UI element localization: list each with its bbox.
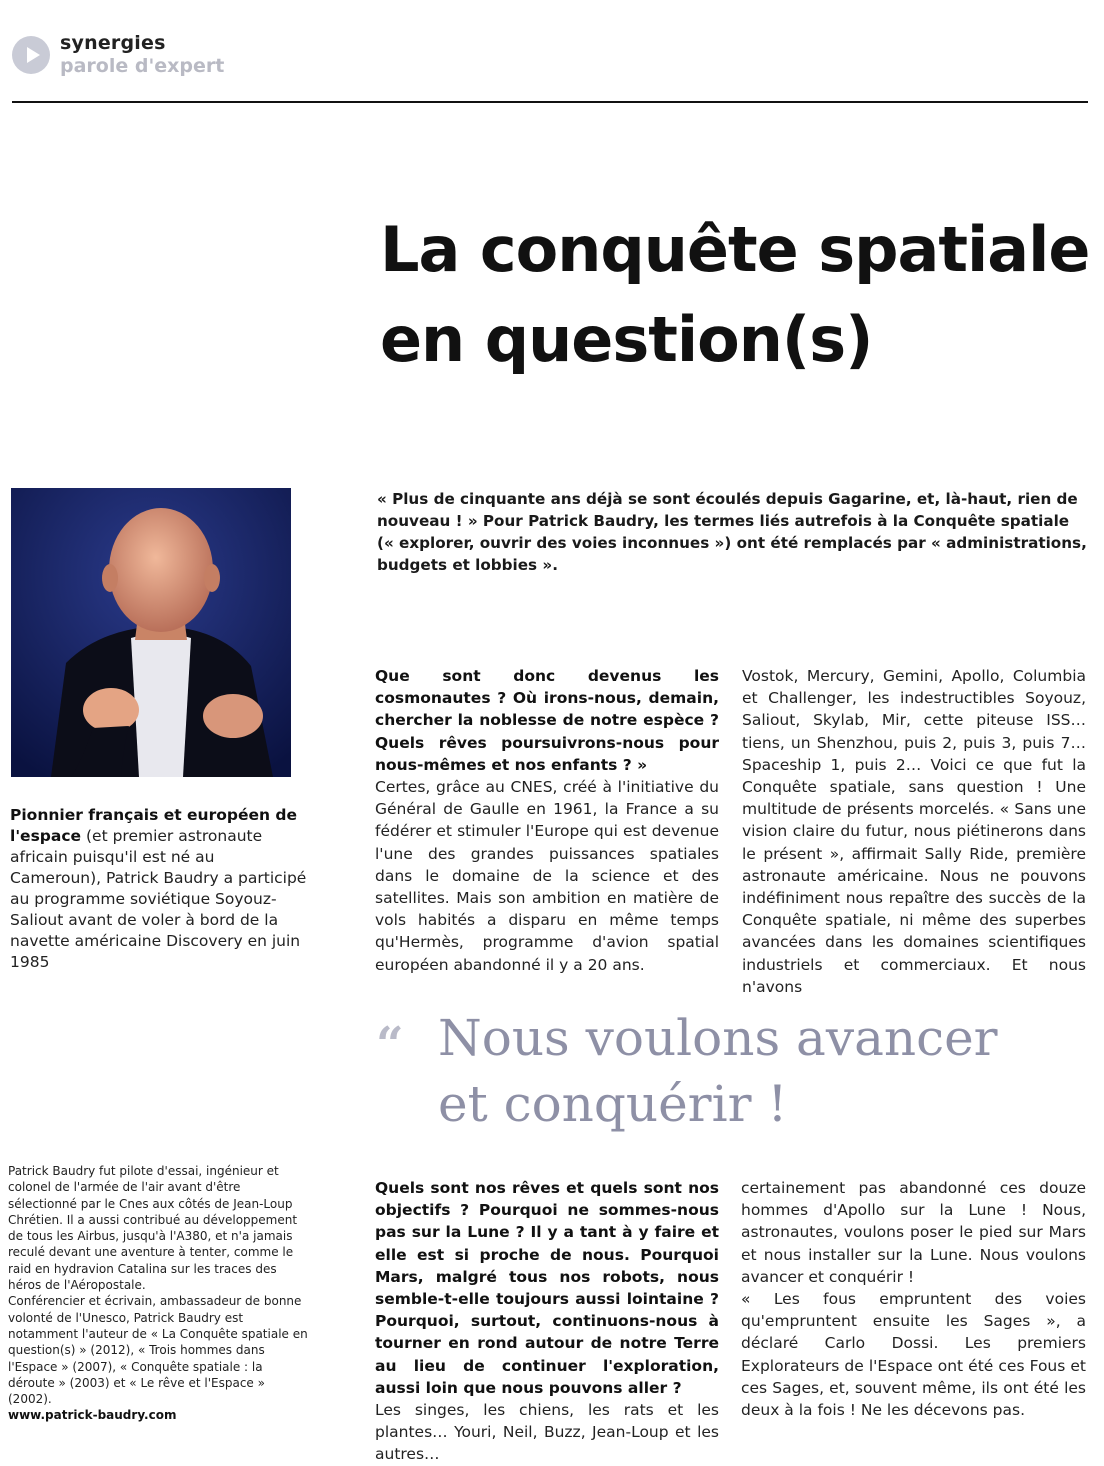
pull-quote-line-1: Nous voulons avancer (438, 1009, 998, 1067)
caption-text: (et premier astronaute africain puisqu'il est né au Cameroun), Patrick Baudry a participé au programme soviétique Soyouz-Saliout avant de voler à bord de la navette américaine Discovery en juin 1985 (10, 827, 307, 971)
website-link[interactable]: www.patrick-baudry.com (8, 1408, 177, 1423)
bio-paragraph: Conférencier et écrivain, ambassadeur de bonne volonté de l'Unesco, Patrick Baudry est notamment l'auteur de « La Conquête spatiale en question(s) » (2012), « Trois hommes dans l'Espace » (2007), « Conquête spatiale : la déroute » (2003) et « Le rêve et l'Espace » (2002). (8, 1294, 308, 1407)
header-divider (12, 101, 1088, 103)
body-paragraph: Les singes, les chiens, les rats et les plantes… Youri, Neil, Buzz, Jean-Loup et les autres… (375, 1401, 719, 1464)
caption-lead: Pionnier français et européen de l'espace (10, 806, 298, 845)
section-label: synergies (60, 32, 166, 54)
speaker-portrait-photo (11, 488, 291, 777)
body-column-3 (375, 1177, 719, 1466)
body-paragraph: Certes, grâce au CNES, créé à l'initiative du Général de Gaulle en 1961, la France a su fédérer et stimuler l'Europe qui est devenue l'une des grandes puissances spatiales dans le domaine de la science et des satellites. Mais son ambition en matière de vols habités a disparu en même temps qu'Hermès, programme d'avion spatial européen abandonné il y a 20 ans. (375, 778, 719, 974)
question-paragraph: Que sont donc devenus les cosmonautes ? Où irons-nous, demain, chercher la noblesse de notre espèce ? Quels rêves poursuivrons-nous pour nous-mêmes et nos enfants ? » (375, 667, 719, 774)
quote-mark-icon: “ (376, 1017, 404, 1073)
article-title (380, 205, 1100, 385)
title-line-2: en question(s) (380, 303, 873, 376)
subsection-label: parole d'expert (60, 55, 225, 77)
bio-paragraph: Patrick Baudry fut pilote d'essai, ingénieur et colonel de l'armée de l'air avant d'être sélectionné par le Cnes aux côtés de Jean-Loup Chrétien. Il a aussi contribué au développement de tous les Airbus, jusqu'à l'A380, et n'a jamais reculé devant une aventure à tenter, comme le raid en hydravion Catalina sur les traces des héros de l'Aéropostale. (8, 1164, 298, 1293)
pull-quote (438, 1005, 1078, 1137)
intro-paragraph: « Plus de cinquante ans déjà se sont écoulés depuis Gagarine, et, là-haut, rien de nouveau ! » Pour Patrick Baudry, les termes liés autrefois à la Conquête spatiale (« explorer, ouvrir des voies inconnues ») ont été remplacés par « administrations, budgets et lobbies ». (377, 490, 1087, 574)
body-paragraph: « Les fous empruntent des voies qu'empruntent ensuite les Sages », a déclaré Carlo Dossi. Les premiers Explorateurs de l'Espace ont été ces Fous et ces Sages, et, souvent même, ils ont été les deux à la fois ! Ne les décevons pas. (741, 1290, 1086, 1420)
question-paragraph: Quels sont nos rêves et quels sont nos objectifs ? Pourquoi ne sommes-nous pas sur la Lune ? Il y a tant à y faire et elle est si proche de nous. Pourquoi Mars, malgré tous nos robots, nous semble-t-elle toujours aussi lointaine ? Pourquoi, surtout, continuons-nous à tourner en rond autour de notre Terre au lieu de continuer l'exploration, aussi loin que nous pouvons aller ? (375, 1179, 719, 1397)
play-circle-icon (12, 36, 50, 74)
body-column-2 (742, 665, 1086, 998)
pull-quote-line-2: et conquérir ! (438, 1075, 788, 1133)
author-bio (8, 1163, 310, 1424)
body-paragraph: Vostok, Mercury, Gemini, Apollo, Columbia et Challenger, les indestructibles Soyouz, Saliout, Skylab, Mir, cette piteuse ISS… tiens, un Shenzhou, puis 2, puis 3, puis 7… Spaceship 1, puis 2… Voici ce que fut la Conquête spatiale, sans question ! Une multitude de présents morcelés. « Sans une vision claire du futur, nous piétinerons dans le présent », affirmait Sally Ride, première astronaute américaine. Nous ne pouvons indéfiniment nous repaître des succès de la Conquête spatiale, ni même des superbes avancées dans les domaines scientifiques industriels et commerciaux. Et nous n'avons (742, 667, 1086, 996)
body-column-4 (741, 1177, 1086, 1421)
photo-caption (10, 805, 310, 973)
body-column-1 (375, 665, 719, 976)
body-paragraph: certainement pas abandonné ces douze hommes d'Apollo sur la Lune ! Nous, astronautes, voulons poser le pied sur Mars et nous installer sur la Lune. Nous voulons avancer et conquérir ! (741, 1179, 1086, 1286)
title-line-1: La conquête spatiale (380, 213, 1090, 286)
